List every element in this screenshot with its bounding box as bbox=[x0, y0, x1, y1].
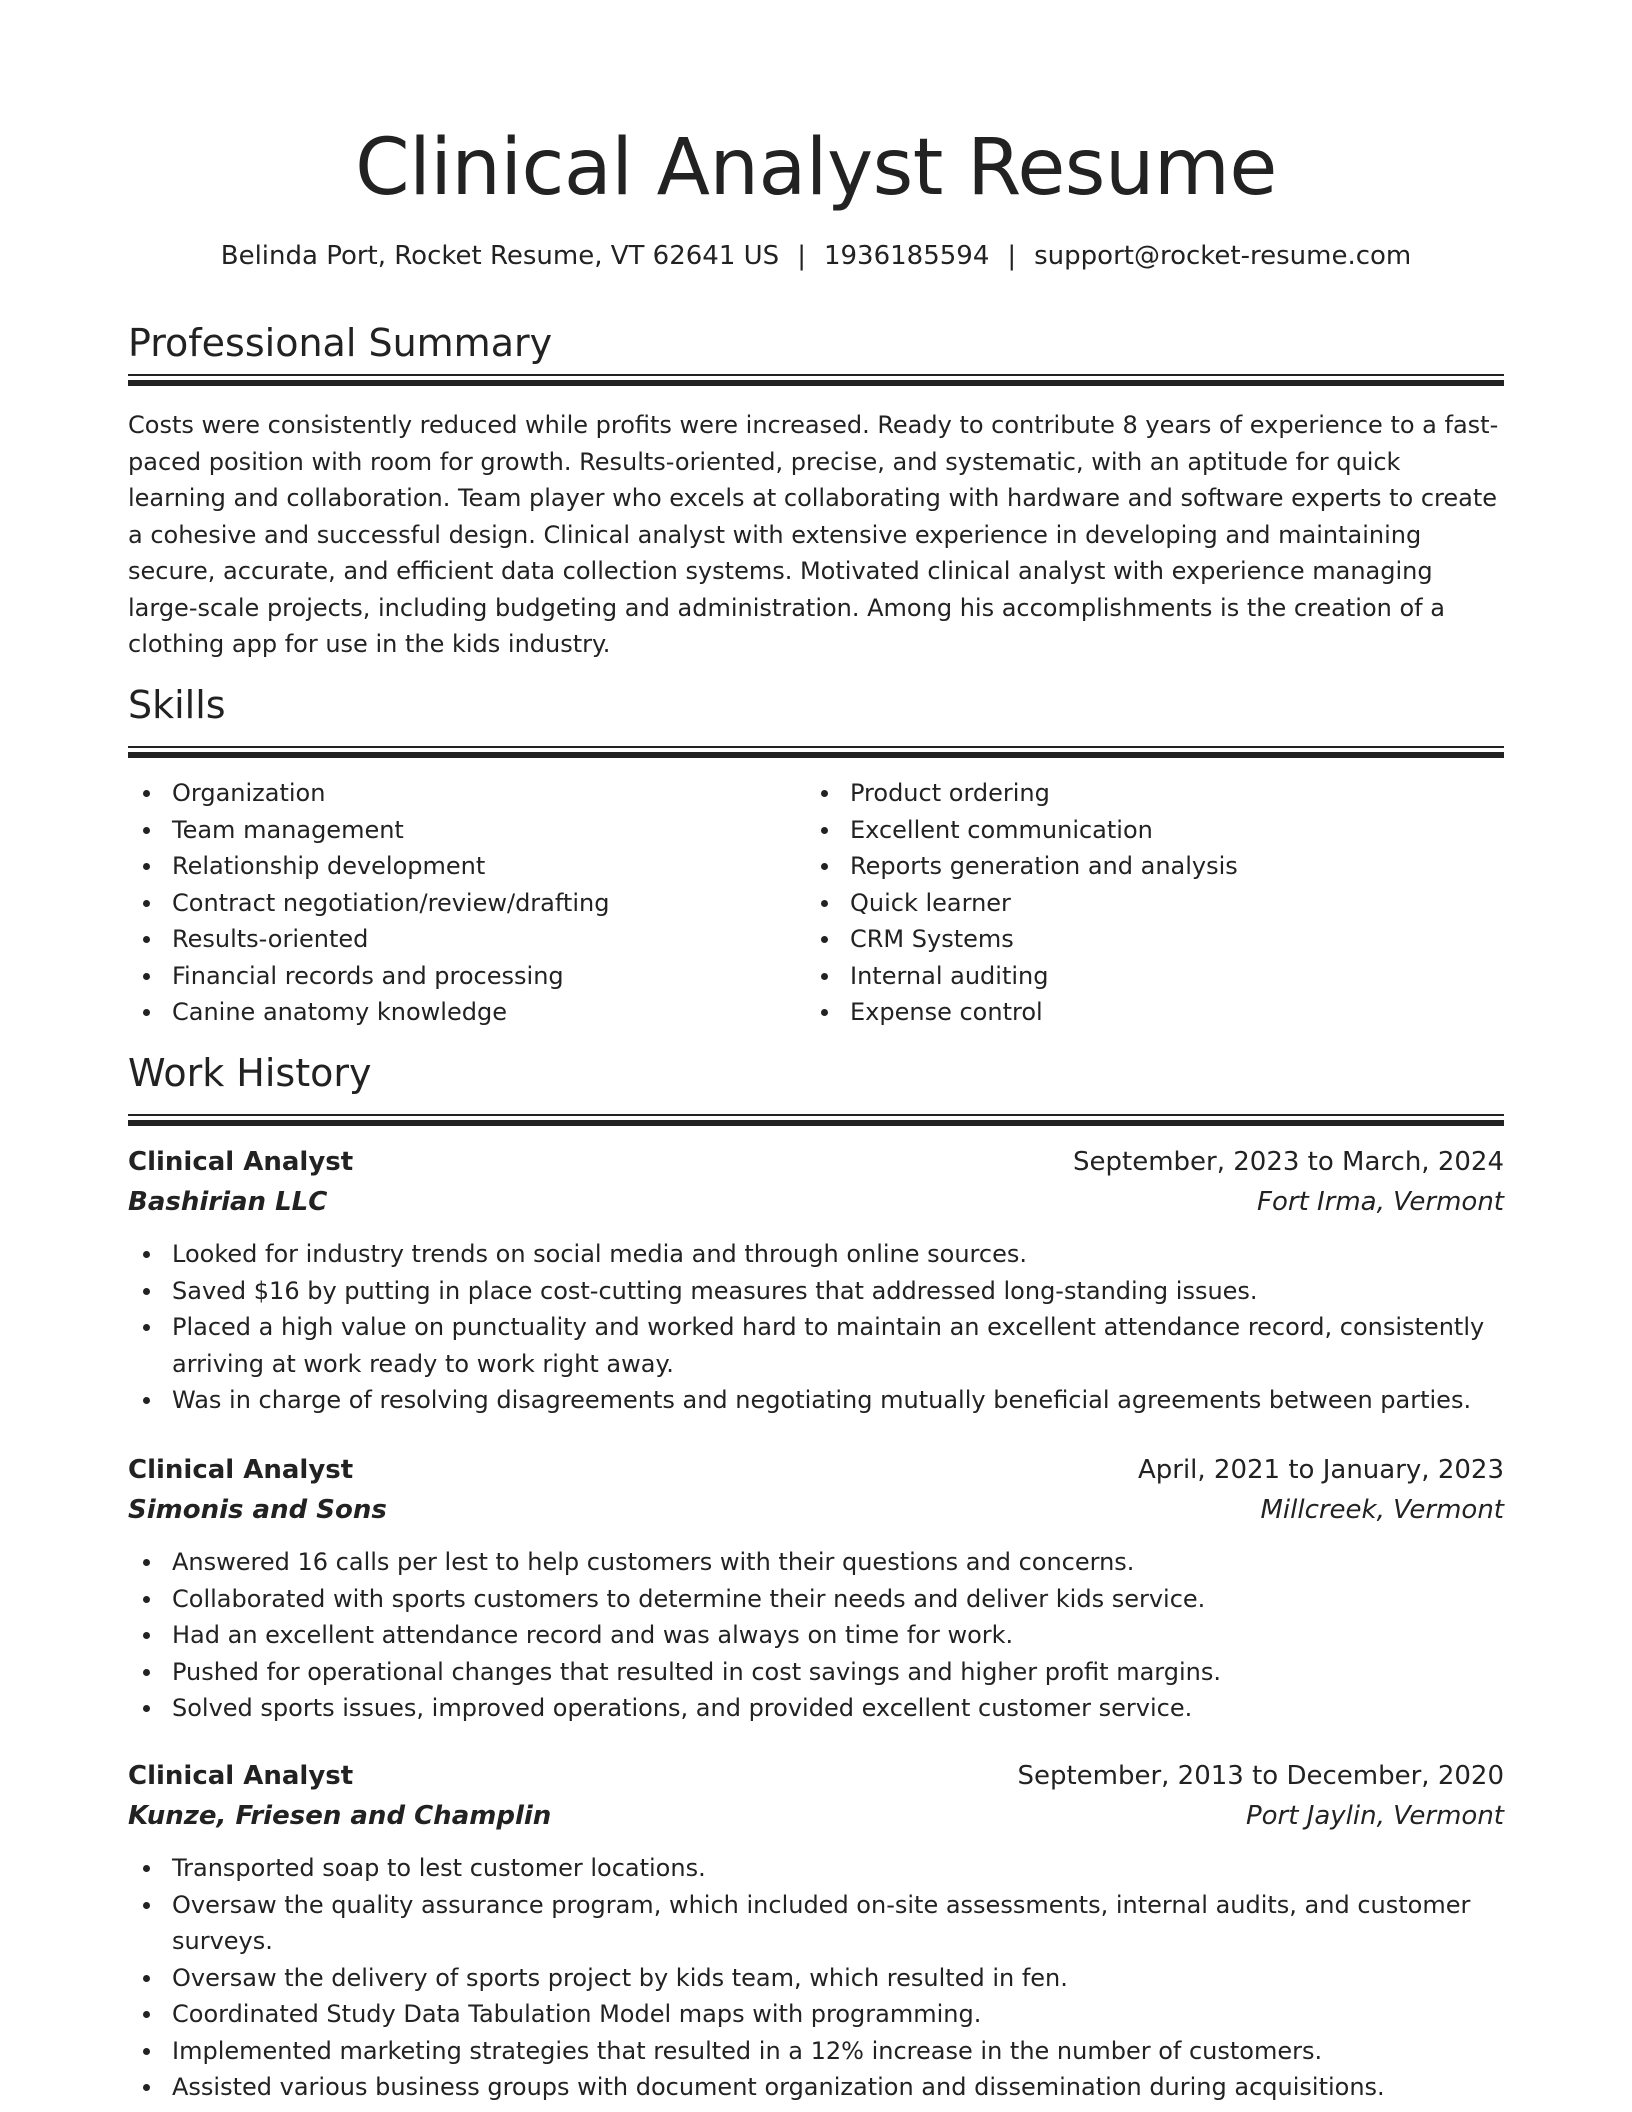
skills-column-left bbox=[128, 775, 806, 1031]
job-bullet: Assisted various business groups with document organization and dissemination during acquisitions. bbox=[128, 2069, 1504, 2106]
job-bullet: Oversaw the delivery of sports project by kids team, which resulted in fen. bbox=[128, 1960, 1504, 1997]
skill-item: Product ordering bbox=[806, 775, 1484, 812]
job-subheader-row bbox=[128, 1796, 1504, 1836]
job-bullet: Looked for industry trends on social media and through online sources. bbox=[128, 1236, 1504, 1273]
skills-column-right bbox=[806, 775, 1484, 1031]
job-bullets bbox=[128, 1544, 1504, 1727]
job-bullet: Transported soap to lest customer locations. bbox=[128, 1850, 1504, 1887]
job-bullet: Oversaw the quality assurance program, which included on-site assessments, internal audits, and customer surveys. bbox=[128, 1887, 1504, 1960]
job-location: Fort Irma, Vermont bbox=[1256, 1187, 1504, 1217]
job-entry bbox=[128, 1756, 1504, 2106]
job-location: Port Jaylin, Vermont bbox=[1245, 1801, 1504, 1831]
skill-item: Expense control bbox=[806, 994, 1484, 1031]
contact-phone: 1936185594 bbox=[823, 241, 990, 271]
job-bullets bbox=[128, 1236, 1504, 1419]
page-title: Clinical Analyst Resume bbox=[355, 123, 1277, 213]
skill-item: Reports generation and analysis bbox=[806, 848, 1484, 885]
skill-item: Internal auditing bbox=[806, 958, 1484, 995]
contact-line bbox=[128, 238, 1504, 274]
job-subheader-row bbox=[128, 1182, 1504, 1222]
skill-item: Results-oriented bbox=[128, 921, 806, 958]
job-bullet: Coordinated Study Data Tabulation Model maps with programming. bbox=[128, 1996, 1504, 2033]
job-company: Simonis and Sons bbox=[128, 1495, 387, 1525]
job-subheader-row bbox=[128, 1490, 1504, 1530]
job-entry bbox=[128, 1142, 1504, 1419]
skill-item: CRM Systems bbox=[806, 921, 1484, 958]
skills-heading: Skills bbox=[128, 683, 226, 727]
skill-item: Organization bbox=[128, 775, 806, 812]
job-header-row bbox=[128, 1450, 1504, 1490]
contact-separator: | bbox=[797, 241, 806, 271]
summary-heading: Professional Summary bbox=[128, 321, 553, 365]
skill-item: Team management bbox=[128, 812, 806, 849]
section-divider bbox=[128, 1114, 1504, 1126]
contact-email: support@rocket-resume.com bbox=[1034, 241, 1412, 271]
contact-separator: | bbox=[1007, 241, 1017, 271]
skills-list bbox=[128, 775, 1504, 1031]
skill-item: Quick learner bbox=[806, 885, 1484, 922]
job-header-row bbox=[128, 1142, 1504, 1182]
skill-item: Contract negotiation/review/drafting bbox=[128, 885, 806, 922]
job-title: Clinical Analyst bbox=[128, 1147, 354, 1177]
job-company: Kunze, Friesen and Champlin bbox=[128, 1801, 552, 1831]
job-bullet: Solved sports issues, improved operations, and provided excellent customer service. bbox=[128, 1690, 1504, 1727]
job-location: Millcreek, Vermont bbox=[1260, 1495, 1504, 1525]
skill-item: Canine anatomy knowledge bbox=[128, 994, 806, 1031]
job-bullet: Saved $16 by putting in place cost-cutting measures that addressed long-standing issues. bbox=[128, 1273, 1504, 1310]
contact-address: Belinda Port, Rocket Resume, VT 62641 US bbox=[220, 241, 780, 271]
job-bullet: Had an excellent attendance record and was always on time for work. bbox=[128, 1617, 1504, 1654]
work-history-heading: Work History bbox=[128, 1051, 372, 1095]
skill-item: Relationship development bbox=[128, 848, 806, 885]
job-bullet: Placed a high value on punctuality and worked hard to maintain an excellent attendance record, consistently arriving at work ready to work right away. bbox=[128, 1309, 1504, 1382]
job-bullet: Was in charge of resolving disagreements and negotiating mutually beneficial agreements between parties. bbox=[128, 1382, 1504, 1419]
job-dates: April, 2021 to January, 2023 bbox=[1137, 1455, 1504, 1485]
job-dates: September, 2023 to March, 2024 bbox=[1073, 1147, 1504, 1177]
summary-text: Costs were consistently reduced while profits were increased. Ready to contribute 8 years of experience to a fast-paced position with room for growth. Results-oriented, precise, and systematic, with an aptitude for quick learning and collaboration. Team player who excels at collaborating with hardware and software experts to create a cohesive and successful design. Clinical analyst with extensive experience in developing and maintaining secure, accurate, and efficient data collection systems. Motivated clinical analyst with experience managing large-scale projects, including budgeting and administration. Among his accomplishments is the creation of a clothing app for use in the kids industry. bbox=[128, 411, 1499, 658]
job-bullets bbox=[128, 1850, 1504, 2106]
job-title: Clinical Analyst bbox=[128, 1761, 354, 1791]
job-bullet: Implemented marketing strategies that resulted in a 12% increase in the number of customers. bbox=[128, 2033, 1504, 2070]
skill-item: Financial records and processing bbox=[128, 958, 806, 995]
section-divider bbox=[128, 374, 1504, 386]
job-dates: September, 2013 to December, 2020 bbox=[1017, 1761, 1504, 1791]
job-bullet: Pushed for operational changes that resulted in cost savings and higher profit margins. bbox=[128, 1654, 1504, 1691]
section-divider bbox=[128, 746, 1504, 758]
job-title: Clinical Analyst bbox=[128, 1455, 354, 1485]
job-entry bbox=[128, 1450, 1504, 1727]
job-company: Bashirian LLC bbox=[128, 1187, 328, 1217]
skill-item: Excellent communication bbox=[806, 812, 1484, 849]
job-bullet: Collaborated with sports customers to determine their needs and deliver kids service. bbox=[128, 1581, 1504, 1618]
job-header-row bbox=[128, 1756, 1504, 1796]
job-bullet: Answered 16 calls per lest to help customers with their questions and concerns. bbox=[128, 1544, 1504, 1581]
